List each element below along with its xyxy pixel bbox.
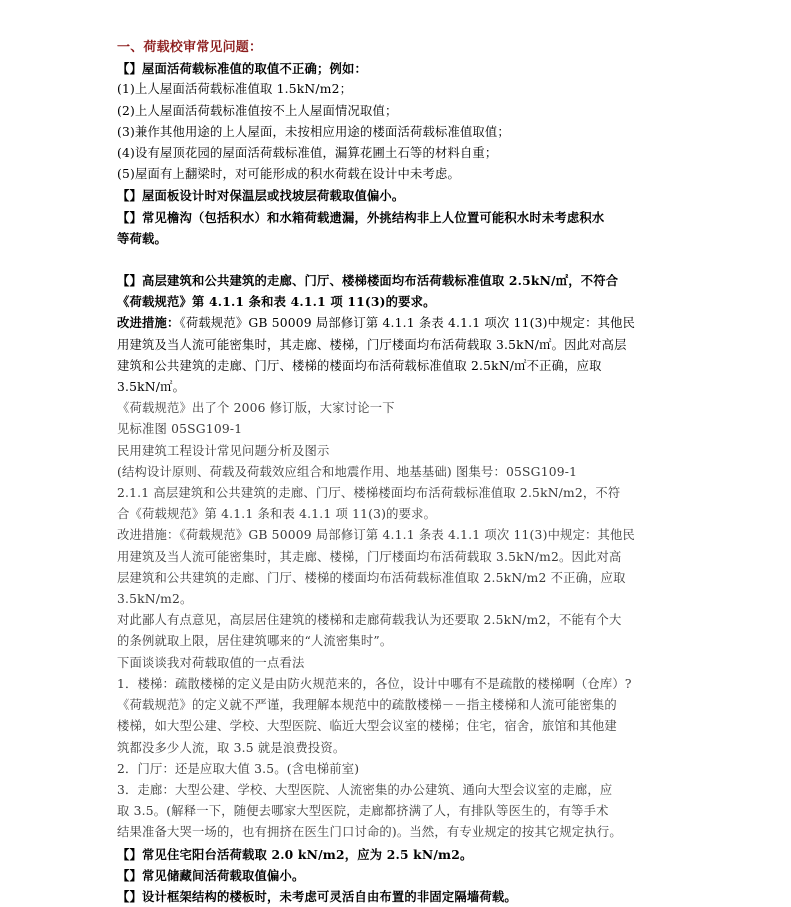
text-line: (4)设有屋顶花园的屋面活荷载标准值，漏算花圃土石等的材料自重； [117,146,498,161]
bold-text-line: 【】屋面活荷载标准值的取值不正确；例如： [117,61,367,77]
text-line: (结构设计原则、荷载及荷载效应组合和地震作用、地基基础) 图集号：05SG109-1 [117,464,578,479]
text-line: 《荷载规范》出了个 2006 修订版，大家讨论一下 [117,401,395,416]
blank-line [117,249,677,270]
text-line: 见标准图 05SG109-1 [117,422,243,437]
bold-text-line: 等荷载。 [117,230,167,246]
text-line: 对此鄙人有点意见，高层居住建筑的楼梯和走廊荷载我认为还要取 2.5kN/m2，不能有个大 [117,613,622,628]
text-line: 2．门厅：还是应取大值 3.5。(含电梯前室) [117,761,360,776]
text-line: 层建筑和公共建筑的走廊、门厅、楼梯的楼面均布活荷载标准值取 2.5kN/m2 不正确，应取 [117,570,626,585]
text-line: (5)屋面有上翻梁时，对可能形成的积水荷载在设计中未考虑。 [117,167,460,182]
bold-text-line: 【】常见檐沟（包括积水）和水箱荷载遗漏，外挑结构非上人位置可能积水时未考虑积水 [117,209,605,225]
text-line: 《荷载规范》的定义就不严谨，我理解本规范中的疏散楼梯－－指主楼梯和人流可能密集的 [117,698,617,713]
text-line: (2)上人屋面活荷载标准值按不上人屋面情况取值； [117,103,398,118]
bold-text-line: 《荷载规范》第 4.1.1 条和表 4.1.1 项 11(3)的要求。 [117,294,436,310]
text-line: (3)兼作其他用途的上人屋面，未按相应用途的楼面活荷载标准值取值； [117,124,510,139]
text-line: 筑都没多少人流，取 3.5 就是浪费投资。 [117,740,346,755]
label-prefix: 改进措施： [117,315,180,331]
text-line [117,312,677,334]
bold-text-line: 【】常见储藏间活荷载取值偏小。 [117,867,305,883]
text-line: 的条例就取上限，居住建筑哪来的“人流密集时”。 [117,634,393,649]
text-line: 1．楼梯：疏散楼梯的定义是由防火规范来的，各位，设计中哪有不是疏散的楼梯啊（仓库）? [117,676,632,691]
text-line: 建筑和公共建筑的走廊、门厅、楼梯的楼面均布活荷载标准值取 2.5kN/㎡不正确，应取 [117,358,602,373]
text-line: 结果准备大哭一场的，也有拥挤在医生门口讨命的)。当然，有专业规定的按其它规定执行。 [117,825,622,840]
text-line: 楼梯，如大型公建、学校、大型医院、临近大型会议室的楼梯；住宅，宿舍，旅馆和其他建 [117,719,617,734]
text-line: 3.5kN/m2。 [117,592,193,607]
text-line: 改进措施：《荷载规范》GB 50009 局部修订第 4.1.1 条表 4.1.1 项次 11(3)中规定：其他民 [117,528,636,543]
text-line: 民用建筑工程设计常见问题分析及图示 [117,443,330,458]
text-line: 3．走廊：大型公建、学校、大型医院、人流密集的办公建筑、通向大型会议室的走廊，应 [117,782,613,797]
text-line: 用建筑及当人流可能密集时，其走廊、楼梯，门厅楼面均布活荷载取 3.5kN/㎡。因此对高层 [117,337,627,352]
text-line: 3.5kN/㎡。 [117,380,186,395]
bold-text-line: 【】高层建筑和公共建筑的走廊、门厅、楼梯楼面均布活荷载标准值取 2.5kN/㎡，不符合 [117,273,619,289]
bold-text-line: 【】设计框架结构的楼板时，未考虑可灵活自由布置的非固定隔墙荷载。 [117,888,517,904]
text-line: 2.1.1 高层建筑和公共建筑的走廊、门厅、楼梯楼面均布活荷载标准值取 2.5kN/m2，不符 [117,486,621,501]
bold-text-line: 【】常见住宅阳台活荷载取 2.0 kN/m2，应为 2.5 kN/m2。 [117,846,473,862]
text-line: (1)上人屋面活荷载标准值取 1.5kN/m2； [117,82,353,97]
text-line: 用建筑及当人流可能密集时，其走廊、楼梯，门厅楼面均布活荷载取 3.5kN/m2。因此对高 [117,549,622,564]
text-line: 取 3.5。(解释一下，随便去哪家大型医院，走廊都挤满了人，有排队等医生的，有等手术 [117,804,609,819]
text-line: 合《荷载规范》第 4.1.1 条和表 4.1.1 项 11(3)的要求。 [117,507,437,522]
text-line: 下面谈谈我对荷载取值的一点看法 [117,655,305,670]
line-text: 《荷载规范》GB 50009 局部修订第 4.1.1 条表 4.1.1 项次 11(3)中规定：其他民 [179,316,636,331]
document-lines [117,58,677,907]
bold-text-line: 【】屋面板设计时对保温层或找坡层荷载取值偏小。 [117,188,405,204]
document-body [117,37,677,907]
section-heading: 一、荷载校审常见问题： [117,40,263,55]
